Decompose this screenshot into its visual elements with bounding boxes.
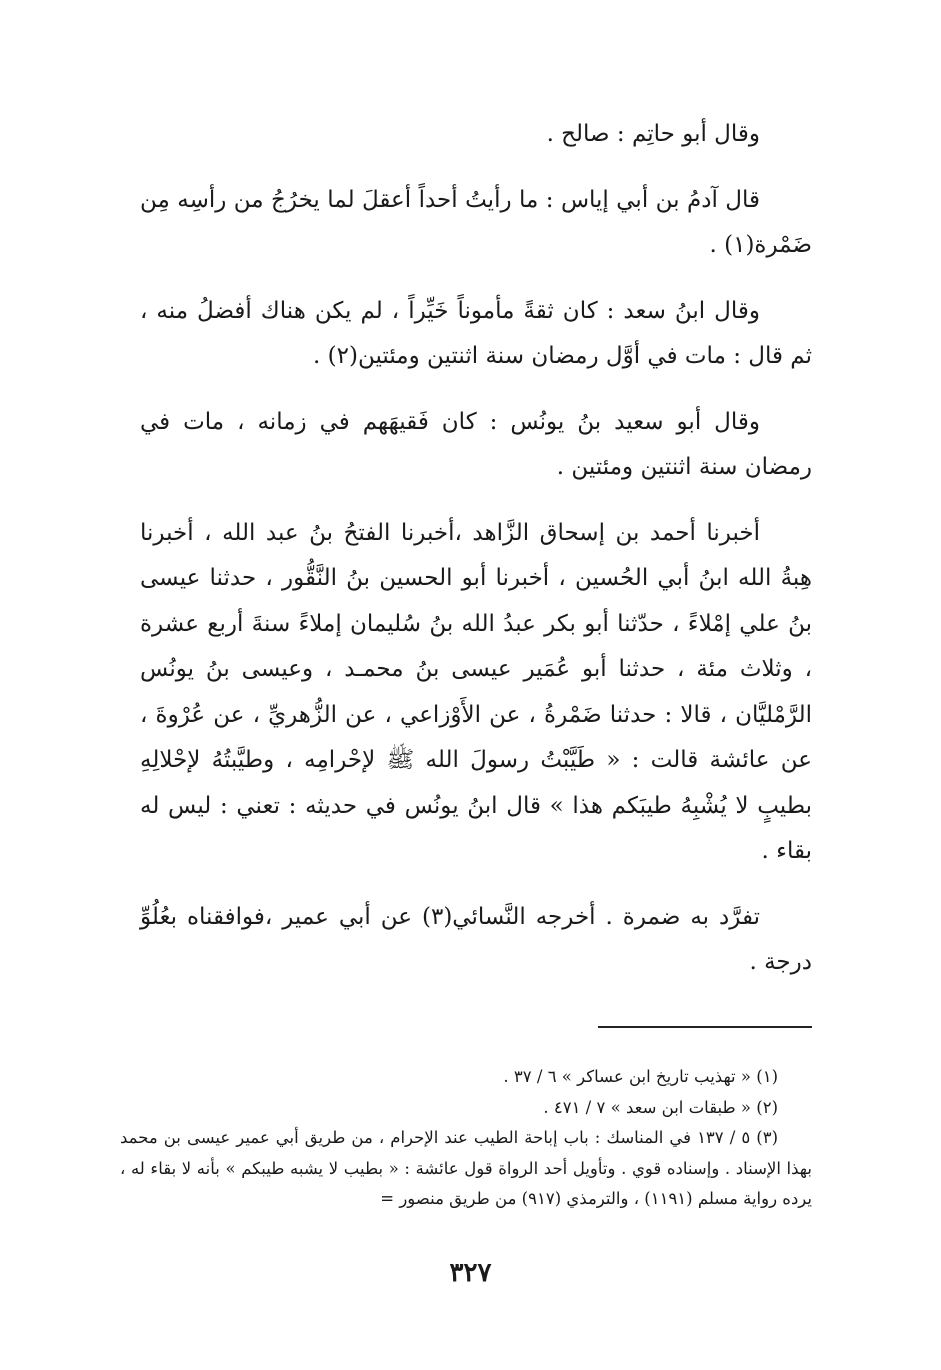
paragraph-ibn-saad: وقال ابنُ سعد : كان ثقةً مأموناً خَيِّراً ، لم يكن هناك أفضلُ منه ، ثم قال : مات في أوَّل رمضان سنة اثنتين ومئتين(٢) .: [140, 297, 812, 369]
main-text: [140, 112, 812, 1006]
paragraph-abu-hatim: وقال أبو حاتِم : صالح .: [546, 121, 760, 147]
paragraph-adam-ibn-abi-iyas: قال آدمُ بن أبي إياس : ما رأيتُ أحداً أعقلَ لما يخرُجُ من رأسِه مِن ضَمْرة(١) .: [140, 186, 812, 258]
footnote-separator: [598, 1026, 812, 1028]
footnote-3: (٣) ٥ / ١٣٧ في المناسك : باب إباحة الطيب عند الإحرام ، من طريق أبي عمير عيسى بن محمد بهذا الإسناد . وإسناده قوي . وتأويل أحد الرواة قول عائشة : « بطيب لا يشبه طيبكم » بأنه لا بقاء له ، يرده رواية مسلم (١١٩١) ، والترمذي (٩١٧) من طريق منصور =: [120, 1128, 812, 1208]
footnotes: [120, 1062, 812, 1215]
paragraph-nasai: تفرَّد به ضمرة . أخرجه النَّسائي(٣) عن أبي عمير ،فوافقناه بعُلُوِّ درجة .: [140, 903, 812, 975]
paragraph-ibn-yunus: وقال أبو سعيد بنُ يونُس : كان فَقيهَهم في زمانه ، مات في رمضان سنة اثنتين ومئتين .: [140, 408, 812, 480]
footnote-2: (٢) « طبقات ابن سعد » ٧ / ٤٧١ .: [543, 1097, 778, 1117]
paragraph-hadith-isnad: أخبرنا أحمد بن إسحاق الزَّاهد ،أخبرنا الفتحُ بنُ عبد الله ، أخبرنا هِبةُ الله ابنُ أبي الحُسين ، أخبرنا أبو الحسين بنُ النَّقُّور ، حدثنا عيسى بنُ علي إمْلاءً ، حدّثنا أبو بكر عبدُ الله بنُ سُليمان إملاءً سنةَ أربع عشرة ، وثلاث مئة ، حدثنا أبو عُمَير عيسى بنُ محمـد ، وعيسى بنُ يونُس الرَّمْليَّان ، قالا : حدثنا ضَمْرةُ ، عن الأَوْزاعي ، عن الزُّهريِّ ، عن عُرْوةَ ، عن عائشة قالت : « طَيَّبْتُ رسولَ الله ﷺ لإحْرامِه ، وطيَّبتُهُ لإحْلالِهِ بطيبٍ لا يُشْبِهُ طيبَكم هذا » قال ابنُ يونُس في حديثه : تعني : ليس له بقاء .: [140, 519, 812, 864]
footnote-1: (١) « تهذيب تاريخ ابن عساكر » ٦ / ٣٧ .: [503, 1067, 778, 1086]
page-number: ٣٢٧: [449, 1258, 492, 1288]
